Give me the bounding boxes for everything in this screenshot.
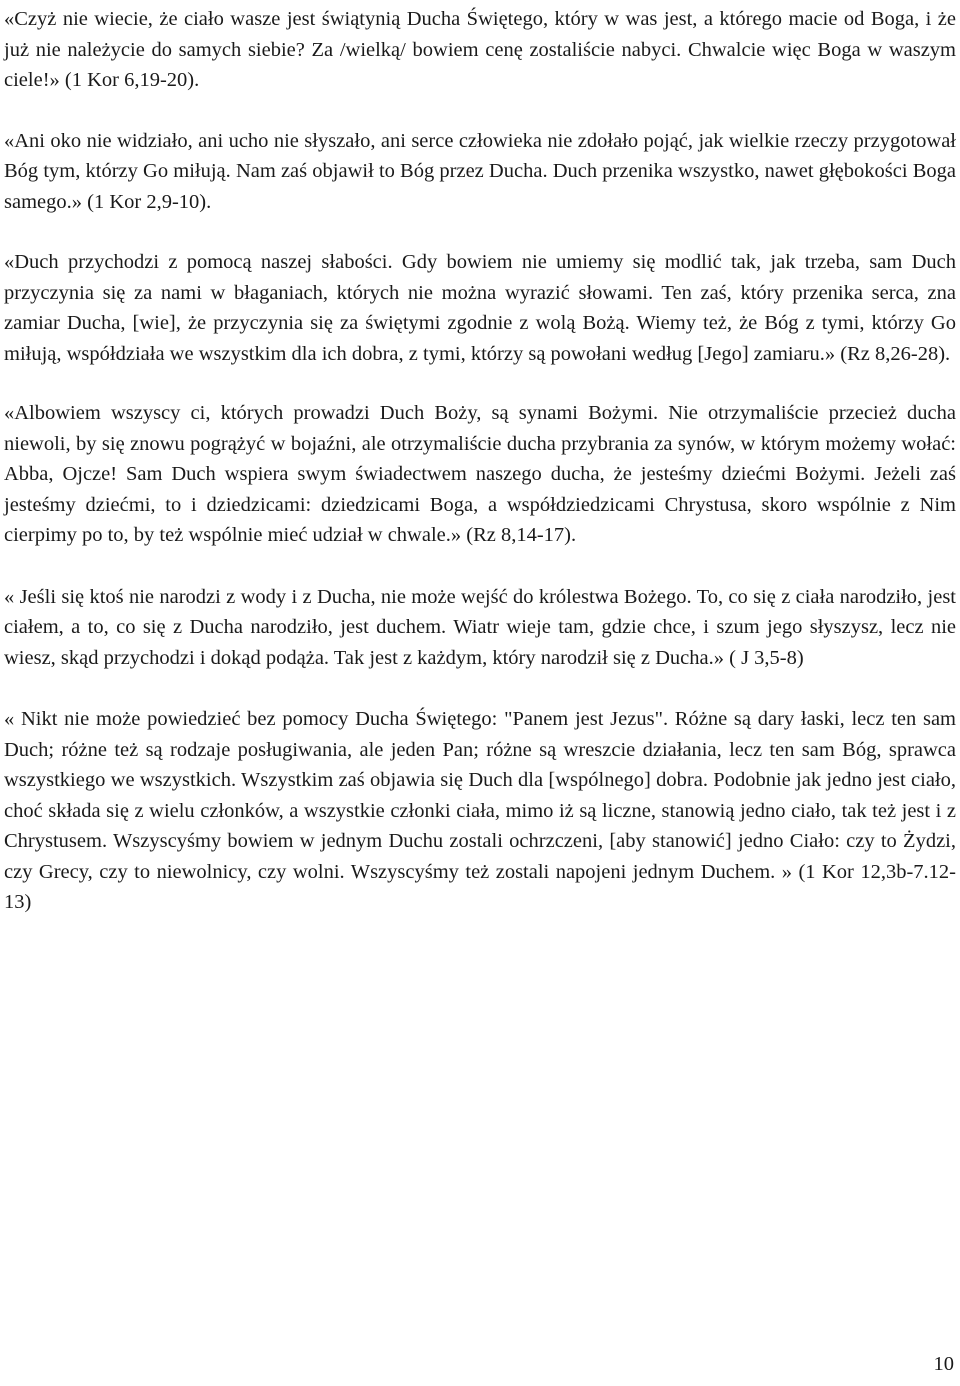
document-page xyxy=(4,4,956,918)
quote-paragraph-rz-8-26: «Duch przychodzi z pomocą naszej słabości. Gdy bowiem nie umiemy się modlić tak, jak trzeba, sam Duch przyczynia się za nami w błaganiach, których nie można wyrazić słowami. Ten zaś, który przenika serca, zna zamiar Ducha, [wie], że przyczynia się za świętymi zgodnie z wolą Bożą. Wiemy też, że Bóg z tymi, którzy Go miłują, współdziała we wszystkim dla ich dobra, z tymi, którzy są powołani według [Jego] zamiaru.» (Rz 8,26-28). xyxy=(4,251,956,365)
quote-paragraph-1kor-12: « Nikt nie może powiedzieć bez pomocy Ducha Świętego: "Panem jest Jezus". Różne są dary łaski, lecz ten sam Duch; różne też są rodzaje posługiwania, ale jeden Pan; różne są wreszcie działania, lecz ten sam Bóg, sprawca wszystkiego we wszystkich. Wszystkim zaś objawia się Duch dla [wspólnego] dobra. Podobnie jak jedno jest ciało, choć składa się z wielu członków, a wszystkie członki ciała, mimo iż są liczne, stanowią jedno ciało, tak też jest i z Chrystusem. Wszyscyśmy bowiem w jednym Duchu zostali ochrzczeni, [aby stanowić] jedno Ciało: czy to Żydzi, czy Grecy, czy to niewolnicy, czy wolni. Wszyscyśmy też zostali napojeni jednym Duchem. » (1 Kor 12,3b-7.12-13) xyxy=(4,708,956,913)
quote-paragraph-j-3: « Jeśli się ktoś nie narodzi z wody i z Ducha, nie może wejść do królestwa Bożego. To, co się z ciała narodziło, jest ciałem, a to, co się z Ducha narodziło, jest duchem. Wiatr wieje tam, gdzie chce, i szum jego słyszysz, lecz nie wiesz, skąd przychodzi i dokąd podąża. Tak jest z każdym, który narodził się z Ducha.» ( J 3,5-8) xyxy=(4,585,956,669)
page-number: 10 xyxy=(933,1353,954,1375)
quote-paragraph-1kor-6: «Czyż nie wiecie, że ciało wasze jest świątynią Ducha Świętego, który w was jest, a którego macie od Boga, i że już nie należycie do samych siebie? Za /wielką/ bowiem cenę zostaliście nabyci. Chwalcie więc Boga w waszym ciele!» (1 Kor 6,19-20). xyxy=(4,8,956,91)
quote-paragraph-1kor-2: «Ani oko nie widziało, ani ucho nie słyszało, ani serce człowieka nie zdołało pojąć, jak wielkie rzeczy przygotował Bóg tym, którzy Go miłują. Nam zaś objawił to Bóg przez Ducha. Duch przenika wszystko, nawet głębokości Boga samego.» (1 Kor 2,9-10). xyxy=(4,129,956,213)
quote-paragraph-rz-8-14: «Albowiem wszyscy ci, których prowadzi Duch Boży, są synami Bożymi. Nie otrzymaliście przecież ducha niewoli, by się znowu pogrążyć w bojaźni, ale otrzymaliście ducha przybrania za synów, w którym możemy wołać: Abba, Ojcze! Sam Duch wspiera swym świadectwem naszego ducha, że jesteśmy dziećmi Bożymi. Jeżeli zaś jesteśmy dziećmi, to i dziedzicami: dziedzicami Boga, a współdziedzicami Chrystusa, skoro wspólnie z Nim cierpimy po to, by też wspólnie mieć udział w chwale.» (Rz 8,14-17). xyxy=(4,402,956,546)
